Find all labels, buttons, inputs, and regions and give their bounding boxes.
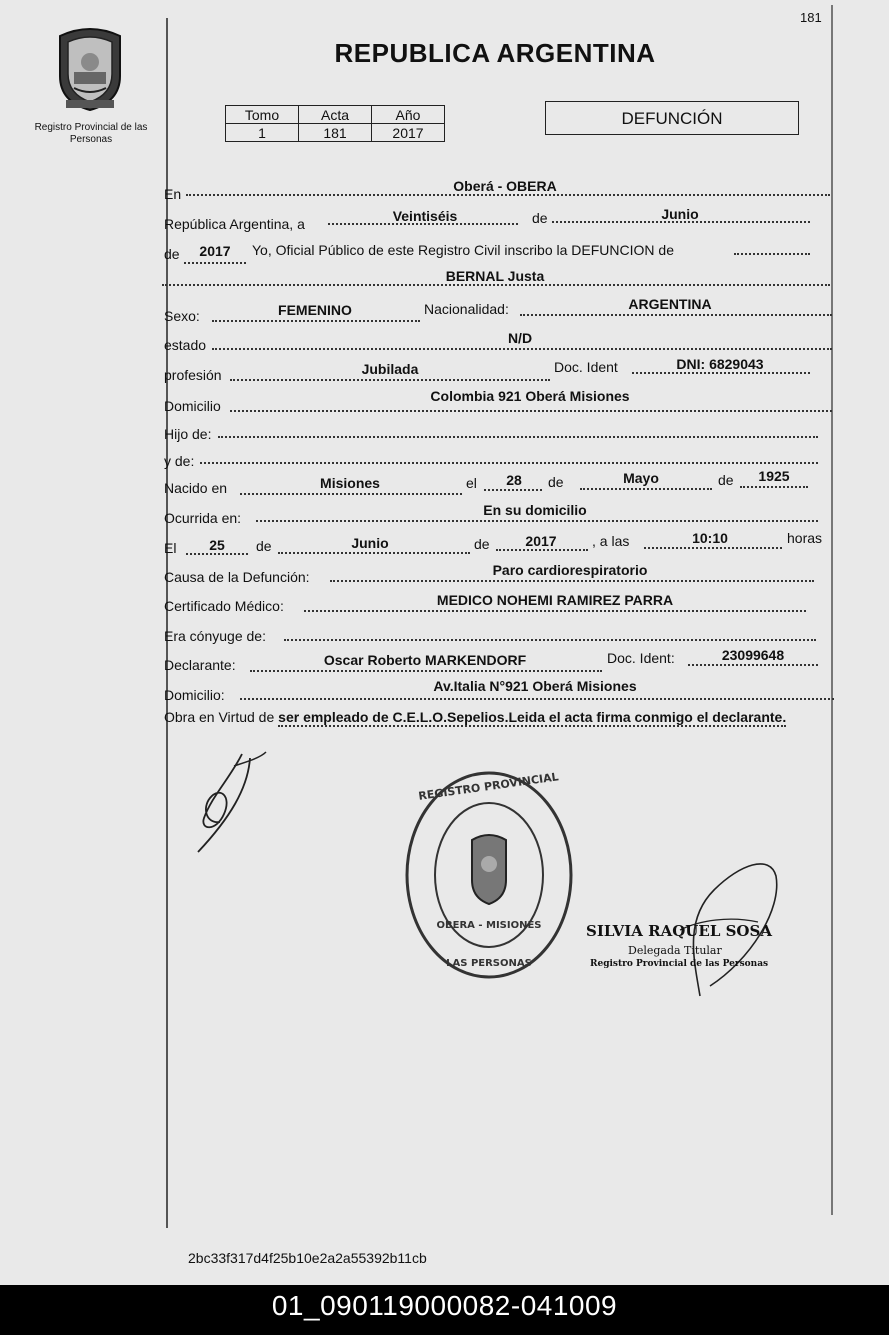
value-nombre: BERNAL Justa xyxy=(445,268,545,284)
line-nacionalidad xyxy=(520,314,832,316)
value-lugar: Oberá - OBERA xyxy=(453,178,557,194)
label-de-mes: de xyxy=(532,210,548,226)
svg-text:OBERA - MISIONES: OBERA - MISIONES xyxy=(436,920,542,931)
label-ocurrida-en: Ocurrida en: xyxy=(164,510,242,526)
signatory-org: Registro Provincial de las Personas xyxy=(590,959,769,969)
value-def-mes: Junio xyxy=(351,535,389,551)
document-hash: 2bc33f317d4f25b10e2a2a55392b11cb xyxy=(188,1250,427,1266)
label-a-las: , a las xyxy=(592,533,630,549)
obra-en-virtud-paragraph xyxy=(164,706,834,728)
label-nac-el: el xyxy=(466,475,477,491)
label-def-de1: de xyxy=(256,538,272,554)
label-estado: estado xyxy=(164,337,207,353)
value-certificado: MEDICO NOHEMI RAMIREZ PARRA xyxy=(436,592,674,608)
value-profesion: Jubilada xyxy=(361,361,419,377)
registry-header-acta: Acta xyxy=(299,106,372,124)
value-causa: Paro cardiorespiratorio xyxy=(492,562,648,578)
document-title: REPUBLICA ARGENTINA xyxy=(334,38,656,68)
label-domicilio: Domicilio xyxy=(164,398,221,414)
line-nac-anio xyxy=(740,486,808,488)
line-hijo-de xyxy=(218,436,818,438)
label-hijo-de: Hijo de: xyxy=(164,426,212,442)
line-hora xyxy=(644,547,782,549)
line-nac-mes xyxy=(580,488,712,490)
document-id: 01_090119000082-041009 xyxy=(271,1290,618,1321)
value-declarante: Oscar Roberto MARKENDORF xyxy=(323,652,527,668)
label-domicilio2: Domicilio: xyxy=(164,687,225,703)
line-certificado xyxy=(304,610,806,612)
registry-header-anio: Año xyxy=(372,106,445,124)
line-causa xyxy=(330,580,814,582)
line-profesion xyxy=(230,379,550,381)
line-nacido-en xyxy=(240,493,462,495)
registry-value-acta: 181 xyxy=(299,124,372,142)
value-ocurrida-en: En su domicilio xyxy=(483,502,587,518)
registry-value-tomo: 1 xyxy=(226,124,299,142)
svg-text:REGISTRO PROVINCIAL: REGISTRO PROVINCIAL xyxy=(417,770,560,803)
value-nacido-en: Misiones xyxy=(320,475,380,491)
value-sexo: FEMENINO xyxy=(278,302,352,318)
label-def-el: El xyxy=(164,540,177,556)
label-def-de2: de xyxy=(474,536,490,552)
label-doc-ident: Doc. Ident xyxy=(554,359,618,375)
value-def-anio: 2017 xyxy=(525,533,557,549)
label-horas: horas xyxy=(787,530,823,546)
line-anio xyxy=(184,262,246,264)
line-nac-dia xyxy=(484,489,542,491)
label-republica: República Argentina, a xyxy=(164,216,305,232)
value-nac-mes: Mayo xyxy=(623,470,659,486)
line-def-anio xyxy=(496,549,588,551)
label-nacionalidad: Nacionalidad: xyxy=(424,301,509,317)
value-doc: DNI: 6829043 xyxy=(676,356,764,372)
value-nac-anio: 1925 xyxy=(758,468,790,484)
value-nac-dia: 28 xyxy=(506,472,522,488)
svg-text:LAS PERSONAS: LAS PERSONAS xyxy=(446,958,532,969)
line-domicilio xyxy=(230,410,832,412)
official-stamp xyxy=(402,768,577,983)
line-declarante xyxy=(250,670,602,672)
label-de-anio: de xyxy=(164,246,180,262)
value-domicilio: Colombia 921 Oberá Misiones xyxy=(430,388,630,404)
line-estado xyxy=(212,348,832,350)
label-nac-de1: de xyxy=(548,474,564,490)
label-conyuge: Era cónyuge de: xyxy=(164,628,266,644)
signatory-name: SILVIA RAQUEL SOSA xyxy=(586,922,772,940)
label-causa: Causa de la Defunción: xyxy=(164,569,310,585)
value-def-dia: 25 xyxy=(209,537,225,553)
line-ocurrida-en xyxy=(256,520,818,522)
registry-value-anio: 2017 xyxy=(372,124,445,142)
value-estado: N/D xyxy=(507,330,533,346)
label-certificado: Certificado Médico: xyxy=(164,598,284,614)
issuer-caption: Registro Provincial de las Personas xyxy=(34,122,148,145)
value-obra-virtud: ser empleado de C.E.L.O.Sepelios.Leida el acta firma conmigo el declarante. xyxy=(278,709,787,725)
label-sexo: Sexo: xyxy=(164,308,200,324)
value-nacionalidad: ARGENTINA xyxy=(628,296,712,312)
declarant-signature xyxy=(190,748,280,858)
value-doc-declarante: 23099648 xyxy=(721,647,785,663)
value-anio: 2017 xyxy=(199,243,231,259)
line-doc-declarante xyxy=(688,664,818,666)
label-oficial: Yo, Oficial Público de este Registro Civil inscribo la DEFUNCION de xyxy=(252,242,674,258)
label-y-de: y de: xyxy=(164,453,195,469)
value-domicilio-declarante: Av.Italia N°921 Oberá Misiones xyxy=(433,678,637,694)
provincial-coat-of-arms-logo xyxy=(52,26,128,112)
record-type-box: DEFUNCIÓN xyxy=(545,101,799,135)
line-y-de xyxy=(200,462,818,464)
label-profesion: profesión xyxy=(164,367,222,383)
label-doc-ident2: Doc. Ident: xyxy=(607,650,675,666)
label-nac-de2: de xyxy=(718,472,734,488)
line-sexo xyxy=(212,320,420,322)
line-lugar xyxy=(186,194,830,196)
label-declarante: Declarante: xyxy=(164,657,236,673)
line-domicilio2 xyxy=(240,698,834,700)
registry-header-tomo: Tomo xyxy=(226,106,299,124)
registry-table xyxy=(225,105,445,142)
line-doc-ident xyxy=(632,372,810,374)
label-obra: Obra en Virtud de xyxy=(164,709,275,725)
value-mes: Junio xyxy=(661,206,699,222)
line-def-dia xyxy=(186,553,248,555)
value-dia-letras: Veintiséis xyxy=(392,208,458,224)
signatory-role: Delegada Titular xyxy=(628,944,722,957)
right-margin-line xyxy=(831,5,833,1215)
page-number: 181 xyxy=(800,10,822,25)
line-oficial-tail xyxy=(734,253,810,255)
label-nacido-en: Nacido en xyxy=(164,480,228,496)
line-nombre xyxy=(162,284,830,286)
value-hora: 10:10 xyxy=(692,530,728,546)
label-en: En xyxy=(164,186,182,202)
line-conyuge xyxy=(284,639,816,641)
line-def-mes xyxy=(278,552,470,554)
